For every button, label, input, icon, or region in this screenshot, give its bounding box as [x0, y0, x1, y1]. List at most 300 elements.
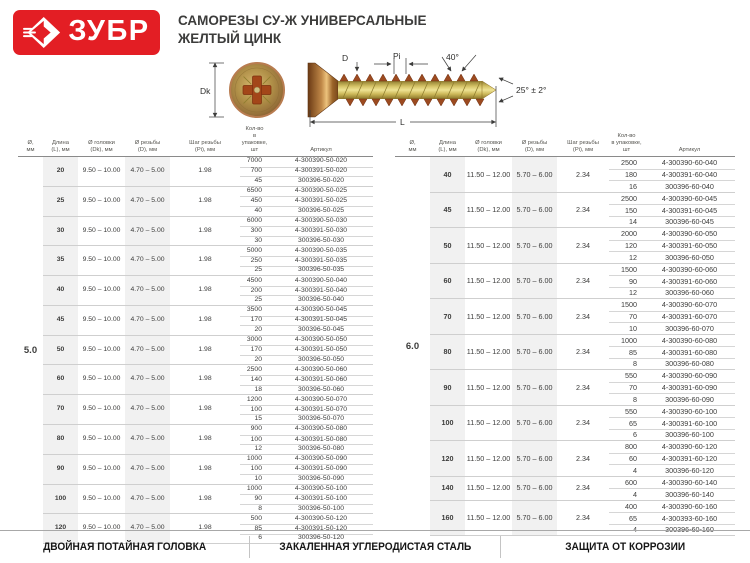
- package-rows: [240, 395, 373, 424]
- pitch-cell: 1.98: [198, 375, 212, 383]
- article-cell: 300396-50-040: [297, 296, 345, 304]
- length-cell: 50: [430, 228, 465, 263]
- package-row: [609, 322, 735, 334]
- package-row: [240, 336, 373, 346]
- feature-hardened-carbon-steel: [250, 531, 499, 563]
- package-rows: [609, 335, 735, 370]
- col-header-line: (L), мм: [51, 147, 70, 153]
- package-row: [609, 299, 735, 311]
- pitch-cell: 2.34: [576, 169, 590, 179]
- dim-label-l: L: [400, 117, 405, 127]
- thread-diameter-cell: 4.70 – 5.00: [125, 157, 170, 186]
- length-cell: 90: [430, 370, 465, 405]
- package-row: [609, 406, 735, 418]
- quantity-cell: 8: [258, 504, 262, 512]
- diameter-value: 6.0: [405, 340, 420, 352]
- table-body: [18, 157, 373, 544]
- length-cell: 20: [43, 157, 78, 186]
- col-header-line: (Pi), мм: [194, 147, 216, 153]
- article-cell: 300396-50-100: [297, 504, 345, 512]
- col-header-line: Артикул: [678, 147, 701, 153]
- package-row: [240, 325, 373, 335]
- col-header: [609, 133, 644, 154]
- col-header-line: (Dk), мм: [477, 147, 500, 153]
- thread-diameter-cell: 4.70 – 5.00: [125, 425, 170, 454]
- quantity-cell: 5000: [246, 246, 262, 254]
- quantity-cell: 3500: [246, 306, 262, 314]
- quantity-cell: 90: [629, 276, 637, 286]
- head-diameter-cell: 11.50 – 12.00: [466, 169, 511, 179]
- quantity-cell: 10: [254, 474, 262, 482]
- length-cell: 80: [43, 425, 78, 454]
- col-header: [240, 126, 269, 154]
- quantity-cell: 180: [625, 170, 637, 180]
- article-cell: 300396-60-140: [665, 489, 714, 499]
- quantity-cell: 40: [254, 206, 262, 214]
- col-header: [269, 147, 373, 154]
- article-cell: 4-300390-60-045: [661, 193, 718, 203]
- package-row: [240, 236, 373, 246]
- col-header-line: мм: [408, 147, 417, 153]
- head-diameter-cell: 9.50 – 10.00: [82, 405, 121, 413]
- length-group: [43, 395, 373, 425]
- package-row: [240, 435, 373, 445]
- article-cell: 4-300391-50-060: [294, 375, 348, 383]
- article-cell: 300396-50-030: [297, 236, 345, 244]
- article-cell: 4-300391-60-100: [661, 418, 718, 428]
- pitch-cell: 2.34: [576, 453, 590, 463]
- col-header: [78, 140, 125, 154]
- quantity-cell: 2500: [246, 365, 262, 373]
- length-cell: 45: [430, 193, 465, 228]
- pitch-cell: 2.34: [576, 205, 590, 215]
- package-row: [609, 311, 735, 323]
- article-cell: 4-300390-60-070: [661, 300, 718, 310]
- pitch-cell: 2.34: [576, 240, 590, 250]
- col-header-line: (L), мм: [438, 147, 457, 153]
- article-cell: 300396-50-080: [297, 445, 345, 453]
- quantity-cell: 400: [625, 501, 637, 511]
- quantity-cell: 30: [254, 236, 262, 244]
- article-cell: 4-300391-50-090: [294, 465, 348, 473]
- thread-diameter-cell: 4.70 – 5.00: [125, 187, 170, 216]
- thread-diameter-cell: 5.70 – 6.00: [512, 501, 557, 536]
- quantity-cell: 120: [625, 241, 637, 251]
- package-row: [609, 180, 735, 192]
- package-rows: [609, 228, 735, 263]
- article-cell: 300396-50-090: [297, 474, 345, 482]
- article-cell: 4-300390-50-020: [294, 157, 348, 165]
- pitch-cell: 1.98: [198, 494, 212, 502]
- head-diameter-cell: 11.50 – 12.00: [466, 418, 511, 428]
- package-row: [240, 176, 373, 186]
- quantity-cell: 70: [629, 383, 637, 393]
- col-header: [18, 140, 43, 154]
- length-group: [43, 276, 373, 306]
- pitch-cell: 1.98: [198, 315, 212, 323]
- package-row: [240, 395, 373, 405]
- col-header-line: Ø,: [409, 140, 416, 146]
- col-header-line: Шаг резьбы: [189, 140, 221, 146]
- package-row: [609, 512, 735, 524]
- table-groups: [43, 157, 373, 544]
- package-row: [609, 216, 735, 228]
- head-diameter-cell: 9.50 – 10.00: [82, 375, 121, 383]
- length-group: [430, 228, 735, 264]
- thread-diameter-cell: 4.70 – 5.00: [125, 514, 170, 543]
- article-cell: 4-300390-50-080: [294, 425, 348, 433]
- article-cell: 4-300390-50-040: [294, 276, 348, 284]
- quantity-cell: 12: [629, 252, 637, 262]
- package-rows: [240, 246, 373, 275]
- article-cell: 4-300391-60-060: [661, 276, 718, 286]
- thread-diameter-cell: 4.70 – 5.00: [125, 336, 170, 365]
- length-group: [43, 306, 373, 336]
- package-row: [609, 501, 735, 513]
- head-diameter-cell: 11.50 – 12.00: [466, 205, 511, 215]
- thread-diameter-cell: 4.70 – 5.00: [125, 306, 170, 335]
- feature-label: ДВОЙНАЯ ПОТАЙНАЯ ГОЛОВКА: [43, 541, 207, 553]
- quantity-cell: 8: [633, 359, 637, 369]
- length-group: [430, 406, 735, 442]
- pitch-cell: 2.34: [576, 311, 590, 321]
- length-group: [43, 187, 373, 217]
- article-cell: 300396-50-035: [297, 266, 345, 274]
- package-row: [240, 206, 373, 216]
- article-cell: 4-300391-50-045: [294, 316, 348, 324]
- length-group: [430, 193, 735, 229]
- package-rows: [240, 276, 373, 305]
- table-body: [395, 157, 735, 536]
- quantity-cell: 4: [633, 465, 637, 475]
- col-header-line: (Pi), мм: [572, 147, 594, 153]
- package-row: [240, 295, 373, 305]
- dim-label-angle40: 40°: [446, 52, 459, 62]
- length-group: [430, 335, 735, 371]
- package-row: [240, 157, 373, 167]
- product-title: [178, 12, 427, 48]
- quantity-cell: 65: [629, 513, 637, 523]
- package-row: [240, 405, 373, 415]
- package-rows: [609, 299, 735, 334]
- quantity-cell: 550: [625, 371, 637, 381]
- col-header: [557, 140, 609, 154]
- head-diameter-cell: 9.50 – 10.00: [82, 494, 121, 502]
- article-cell: 4-300390-60-120: [661, 442, 718, 452]
- feature-label: ЗАКАЛЕННАЯ УГЛЕРОДИСТАЯ СТАЛЬ: [278, 541, 471, 553]
- package-row: [240, 276, 373, 286]
- package-rows: [609, 193, 735, 228]
- quantity-cell: 600: [625, 477, 637, 487]
- package-row: [609, 417, 735, 429]
- package-row: [240, 246, 373, 256]
- pitch-cell: 1.98: [198, 405, 212, 413]
- length-group: [430, 370, 735, 406]
- col-header-line: Ø головки: [475, 140, 502, 146]
- article-cell: 300396-60-160: [665, 525, 714, 535]
- package-rows: [609, 264, 735, 299]
- quantity-cell: 1000: [246, 455, 262, 463]
- col-header-line: мм: [26, 147, 35, 153]
- head-diameter-cell: 9.50 – 10.00: [82, 464, 121, 472]
- head-diameter-cell: 9.50 – 10.00: [82, 166, 121, 174]
- package-rows: [609, 157, 735, 192]
- size-table-6.0: [395, 127, 735, 536]
- package-row: [609, 193, 735, 205]
- quantity-cell: 85: [254, 524, 262, 532]
- article-cell: 300396-50-060: [297, 385, 345, 393]
- length-group: [43, 425, 373, 455]
- package-row: [240, 306, 373, 316]
- thread-diameter-cell: 4.70 – 5.00: [125, 365, 170, 394]
- dim-label-d: D: [342, 53, 349, 63]
- thread-diameter-cell: 5.70 – 6.00: [512, 228, 557, 263]
- package-row: [240, 474, 373, 484]
- thread-diameter-cell: 4.70 – 5.00: [125, 455, 170, 484]
- size-table-5.0: [18, 127, 373, 544]
- dim-label-angle25: 25° ± 2°: [516, 85, 547, 95]
- article-cell: 300396-50-050: [297, 355, 345, 363]
- pitch-cell: 2.34: [576, 418, 590, 428]
- table-header: [18, 127, 373, 157]
- package-row: [609, 275, 735, 287]
- quantity-cell: 100: [250, 405, 262, 413]
- quantity-cell: 70: [629, 312, 637, 322]
- quantity-cell: 25: [254, 266, 262, 274]
- col-header: [395, 140, 430, 154]
- quantity-cell: 4: [633, 489, 637, 499]
- package-row: [609, 169, 735, 181]
- quantity-cell: 2500: [621, 158, 637, 168]
- length-group: [430, 299, 735, 335]
- thread-diameter-cell: 4.70 – 5.00: [125, 395, 170, 424]
- brand-name: ЗУБР: [68, 15, 150, 47]
- thread-diameter-cell: 5.70 – 6.00: [512, 477, 557, 500]
- article-cell: 300396-60-060: [665, 288, 714, 298]
- feature-double-countersunk-head: [0, 531, 249, 563]
- quantity-cell: 8: [633, 394, 637, 404]
- package-row: [240, 375, 373, 385]
- package-rows: [240, 336, 373, 365]
- article-cell: 4-300390-60-100: [661, 406, 718, 416]
- article-cell: 4-300393-60-160: [661, 513, 718, 523]
- package-row: [240, 514, 373, 524]
- article-cell: 300396-60-100: [665, 430, 714, 440]
- package-row: [609, 251, 735, 263]
- package-row: [240, 196, 373, 206]
- quantity-cell: 20: [254, 355, 262, 363]
- package-rows: [240, 365, 373, 394]
- quantity-cell: 65: [629, 418, 637, 428]
- quantity-cell: 16: [629, 181, 637, 191]
- article-cell: 4-300391-50-025: [294, 197, 348, 205]
- col-header-line: Кол-во: [617, 133, 636, 139]
- pitch-cell: 1.98: [198, 286, 212, 294]
- quantity-cell: 3000: [246, 336, 262, 344]
- package-row: [609, 264, 735, 276]
- table-groups: [430, 157, 735, 536]
- article-cell: 4-300390-50-100: [294, 484, 348, 492]
- quantity-cell: 800: [625, 442, 637, 452]
- col-header-line: Длина: [439, 140, 456, 146]
- length-cell: 100: [430, 406, 465, 441]
- package-row: [240, 226, 373, 236]
- thread-diameter-cell: 5.70 – 6.00: [512, 264, 557, 299]
- article-cell: 4-300391-50-030: [294, 227, 348, 235]
- article-cell: 4-300390-60-050: [661, 229, 718, 239]
- package-rows: [609, 441, 735, 476]
- article-cell: 4-300390-60-160: [661, 501, 718, 511]
- pitch-cell: 1.98: [198, 256, 212, 264]
- article-cell: 4-300390-50-060: [294, 365, 348, 373]
- package-row: [240, 167, 373, 177]
- length-cell: 70: [430, 299, 465, 334]
- head-diameter-cell: 9.50 – 10.00: [82, 286, 121, 294]
- article-cell: 4-300391-60-040: [661, 170, 718, 180]
- col-header-line: Кол-во: [245, 126, 264, 132]
- pitch-cell: 2.34: [576, 347, 590, 357]
- length-group: [43, 217, 373, 247]
- length-cell: 35: [43, 246, 78, 275]
- article-cell: 300396-60-120: [665, 465, 714, 475]
- head-diameter-cell: 9.50 – 10.00: [82, 196, 121, 204]
- dim-label-dk: Dk: [200, 86, 211, 96]
- screw-side-view: [308, 63, 496, 117]
- package-row: [609, 228, 735, 240]
- article-cell: 4-300391-60-070: [661, 312, 718, 322]
- article-cell: 4-300391-60-090: [661, 383, 718, 393]
- thread-diameter-cell: 5.70 – 6.00: [512, 299, 557, 334]
- head-diameter-cell: 11.50 – 12.00: [466, 311, 511, 321]
- quantity-cell: 14: [629, 217, 637, 227]
- article-cell: 4-300390-50-090: [294, 455, 348, 463]
- quantity-cell: 7000: [246, 157, 262, 165]
- quantity-cell: 140: [250, 375, 262, 383]
- col-header-line: Артикул: [310, 147, 332, 153]
- package-row: [609, 453, 735, 465]
- thread-diameter-cell: 5.70 – 6.00: [512, 406, 557, 441]
- article-cell: 4-300390-50-045: [294, 306, 348, 314]
- feature-label: ЗАЩИТА ОТ КОРРОЗИИ: [565, 541, 686, 553]
- package-row: [240, 355, 373, 365]
- article-cell: 4-300391-60-050: [661, 241, 718, 251]
- article-cell: 4-300390-50-030: [294, 216, 348, 224]
- package-rows: [609, 406, 735, 441]
- article-cell: 300396-50-045: [297, 325, 345, 333]
- article-cell: 4-300390-50-070: [294, 395, 348, 403]
- length-cell: 40: [43, 276, 78, 305]
- quantity-cell: 700: [250, 167, 262, 175]
- features-bar: [0, 530, 750, 563]
- article-cell: 300396-50-020: [297, 177, 345, 185]
- length-cell: 60: [43, 365, 78, 394]
- package-rows: [240, 485, 373, 514]
- product-title-line1: САМОРЕЗЫ СУ-Ж УНИВЕРСАЛЬНЫЕ: [178, 13, 427, 28]
- article-cell: 4-300390-60-080: [661, 335, 718, 345]
- length-group: [43, 485, 373, 515]
- package-row: [609, 204, 735, 216]
- dim-label-pi: Pi: [393, 51, 401, 61]
- article-cell: 4-300390-60-090: [661, 371, 718, 381]
- article-cell: 4-300390-50-120: [294, 514, 348, 522]
- length-cell: 60: [430, 264, 465, 299]
- length-group: [430, 157, 735, 193]
- length-cell: 120: [43, 514, 78, 543]
- col-header-line: Ø резьбы: [521, 140, 548, 146]
- thread-diameter-cell: 5.70 – 6.00: [512, 335, 557, 370]
- quantity-cell: 1000: [621, 335, 637, 345]
- quantity-cell: 170: [250, 346, 262, 354]
- length-group: [43, 246, 373, 276]
- package-row: [609, 346, 735, 358]
- col-header-line: Ø,: [27, 140, 34, 146]
- quantity-cell: 450: [250, 197, 262, 205]
- quantity-cell: 12: [254, 445, 262, 453]
- length-cell: 140: [430, 477, 465, 500]
- article-cell: 4-300390-60-060: [661, 264, 718, 274]
- thread-diameter-cell: 5.70 – 6.00: [512, 193, 557, 228]
- package-rows: [609, 370, 735, 405]
- article-cell: 4-300391-50-100: [294, 495, 348, 503]
- package-row: [240, 494, 373, 504]
- col-header: [43, 140, 78, 154]
- length-group: [43, 365, 373, 395]
- article-cell: 4-300391-60-045: [661, 205, 718, 215]
- package-rows: [609, 477, 735, 500]
- length-cell: 40: [430, 157, 465, 192]
- quantity-cell: 18: [254, 385, 262, 393]
- head-diameter-cell: 11.50 – 12.00: [466, 453, 511, 463]
- head-diameter-cell: 11.50 – 12.00: [466, 382, 511, 392]
- package-row: [609, 370, 735, 382]
- length-cell: 90: [43, 455, 78, 484]
- article-cell: 300396-60-050: [665, 252, 714, 262]
- article-cell: 300396-60-080: [665, 359, 714, 369]
- col-header-line: в упаковке, шт: [241, 133, 268, 153]
- package-row: [609, 393, 735, 405]
- col-header-line: Шаг резьбы: [567, 140, 599, 146]
- quantity-cell: 6: [258, 534, 262, 542]
- article-cell: 4-300391-50-050: [294, 346, 348, 354]
- thread-diameter-cell: 5.70 – 6.00: [512, 370, 557, 405]
- article-cell: 4-300391-60-120: [661, 454, 718, 464]
- head-diameter-cell: 9.50 – 10.00: [82, 226, 121, 234]
- package-rows: [240, 217, 373, 246]
- package-row: [240, 455, 373, 465]
- length-cell: 30: [43, 217, 78, 246]
- package-row: [609, 382, 735, 394]
- pitch-cell: 1.98: [198, 196, 212, 204]
- quantity-cell: 4500: [246, 276, 262, 284]
- quantity-cell: 2000: [621, 229, 637, 239]
- article-cell: 4-300391-50-040: [294, 286, 348, 294]
- pitch-cell: 1.98: [198, 435, 212, 443]
- article-cell: 4-300391-50-035: [294, 256, 348, 264]
- package-row: [609, 358, 735, 370]
- length-group: [43, 157, 373, 187]
- article-cell: 300396-60-045: [665, 217, 714, 227]
- feature-corrosion-protection: [501, 531, 750, 563]
- article-cell: 4-300391-50-080: [294, 435, 348, 443]
- article-cell: 300396-50-120: [297, 534, 345, 542]
- head-diameter-cell: 9.50 – 10.00: [82, 256, 121, 264]
- article-cell: 4-300390-50-025: [294, 187, 348, 195]
- article-cell: 300396-50-025: [297, 206, 345, 214]
- quantity-cell: 6: [633, 430, 637, 440]
- package-row: [609, 429, 735, 441]
- length-group: [430, 264, 735, 300]
- length-cell: 160: [430, 501, 465, 536]
